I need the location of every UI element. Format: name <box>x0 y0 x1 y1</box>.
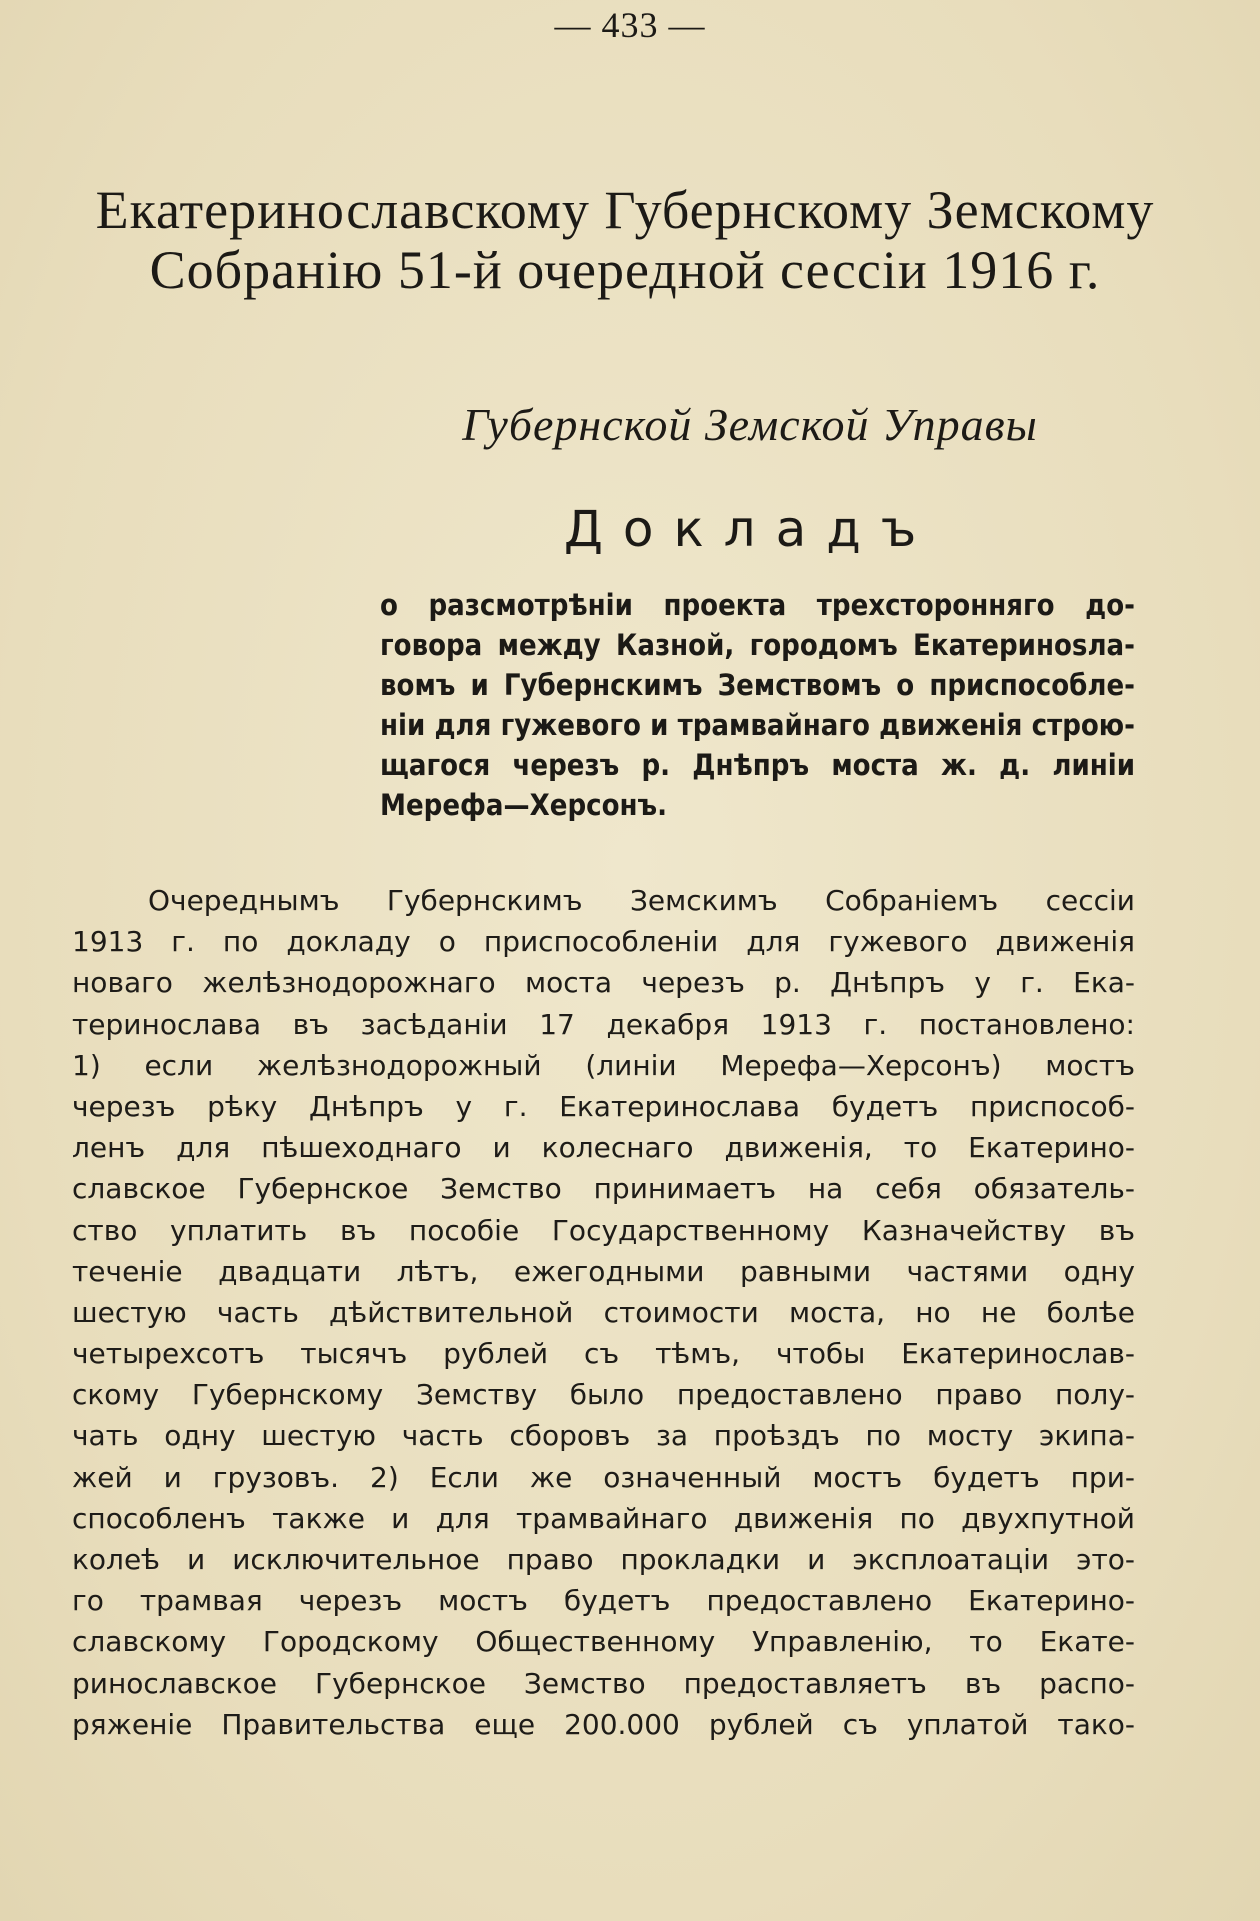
body-line: скому Губернскому Земству было предоставлено право полу- <box>72 1378 1135 1412</box>
body-line: чать одну шестую часть сборовъ за проѣздъ по мосту экипа- <box>72 1419 1135 1453</box>
summary-line: щагося черезъ р. Днѣпръ моста ж. д. линіи <box>380 748 1135 782</box>
summary-line: Мерефа—Херсонъ. <box>380 788 668 822</box>
body-paragraph <box>72 880 1135 1745</box>
body-line: четырехсотъ тысячъ рублей съ тѣмъ, чтобы Екатеринослав- <box>72 1337 1135 1371</box>
summary-line: вомъ и Губернскимъ Земствомъ о приспособле- <box>380 668 1135 702</box>
body-line: жей и грузовъ. 2) Если же означенный мостъ будетъ при- <box>72 1460 1135 1494</box>
report-summary <box>380 585 1135 825</box>
body-line: колеѣ и исключительное право прокладки и эксплоатаціи это- <box>72 1543 1135 1576</box>
document-subtitle: Губернской Земской Управы <box>462 399 1038 450</box>
body-line: новаго желѣзнодорожнаго моста черезъ р. Днѣпръ у г. Ека- <box>72 966 1135 1000</box>
document-heading: Докладъ <box>563 500 937 558</box>
page-number: — 433 — <box>554 5 706 45</box>
body-line: теченіе двадцати лѣтъ, ежегодными равными частями одну <box>72 1254 1135 1288</box>
summary-line: говора между Казной, городомъ Екатеринosла- <box>380 628 1135 662</box>
body-line: способленъ также и для трамвайнаго движенія по двухпутной <box>72 1501 1135 1535</box>
title-line: Собранію 51-й очередной сессіи 1916 г. <box>149 240 1101 300</box>
body-line: черезъ рѣку Днѣпръ у г. Екатеринослава будетъ приспособ- <box>72 1089 1135 1123</box>
document-title <box>60 180 1190 300</box>
body-line: Очереднымъ Губернскимъ Земскимъ Собраніемъ сессіи <box>148 884 1135 917</box>
body-line: шестую часть дѣйствительной стоимости моста, но не болѣе <box>72 1295 1135 1329</box>
body-line: славское Губернское Земство принимаетъ на себя обязатель- <box>72 1172 1135 1206</box>
body-line: ленъ для пѣшеходнаго и колеснаго движенія, то Екатерино- <box>72 1131 1135 1165</box>
body-line: 1) если желѣзнодорожный (линіи Мерефа—Херсонъ) мостъ <box>72 1048 1135 1082</box>
body-line: ринославское Губернское Земство предоставляетъ въ распо- <box>72 1666 1135 1700</box>
body-line: го трамвая черезъ мостъ будетъ предоставлено Екатерино- <box>72 1584 1135 1618</box>
body-line: ство уплатить въ пособіе Государственному Казначейству въ <box>72 1213 1135 1247</box>
summary-line: о разсмотрѣніи проекта трехсторонняго до- <box>380 588 1135 622</box>
title-line: Екатеринославскому Губернскому Земскому <box>95 180 1155 240</box>
summary-line: ніи для гужевого и трамвайнаго движенія строю- <box>380 708 1135 742</box>
body-line: ряженіе Правительства еще 200.000 рублей съ уплатой тако- <box>72 1707 1135 1741</box>
body-line: 1913 г. по докладу о приспособленіи для гужевого движенія <box>72 925 1135 959</box>
body-line: теринослава въ засѣданіи 17 декабря 1913 г. постановлено: <box>72 1007 1135 1041</box>
body-line: славскому Городскому Общественному Управленію, то Екате- <box>72 1625 1135 1659</box>
